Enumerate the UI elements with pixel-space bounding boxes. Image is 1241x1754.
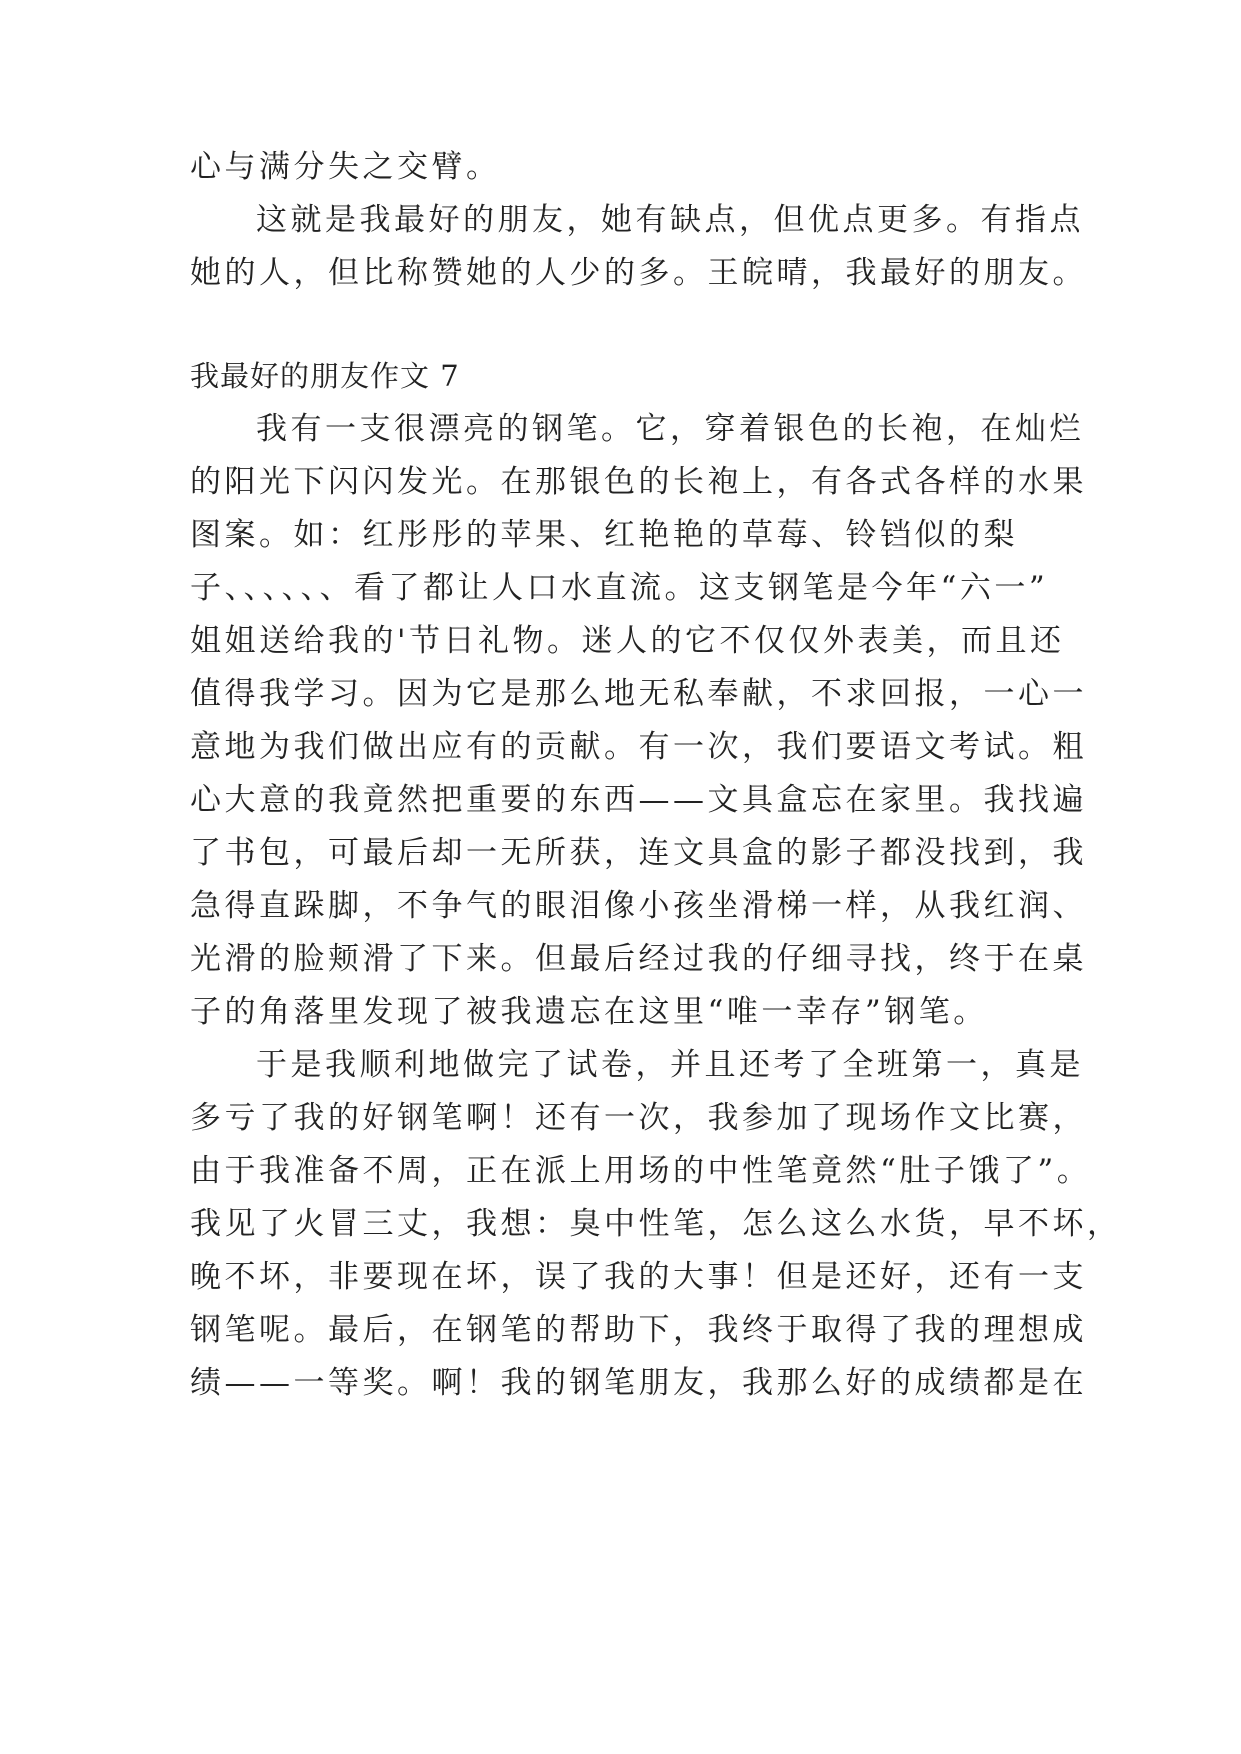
text-line: 的阳光下闪闪发光。在那银色的长袍上，有各式各样的水果 bbox=[190, 464, 1087, 500]
text-line: 心大意的我竟然把重要的东西——文具盒忘在家里。我找遍 bbox=[190, 782, 1087, 818]
text-line: 我见了火冒三丈，我想：臭中性笔，怎么这么水货，早不坏， bbox=[190, 1206, 1122, 1242]
text-line: 姐姐送给我的'节日礼物。迷人的它不仅仅外表美，而且还 bbox=[190, 623, 1065, 659]
text-line: 了书包，可最后却一无所获，连文具盒的影子都没找到，我 bbox=[190, 835, 1087, 871]
text-line: 子、、、、、、看了都让人口水直流。这支钢笔是今年“六一” bbox=[190, 570, 1049, 606]
text-line: 意地为我们做出应有的贡献。有一次，我们要语文考试。粗 bbox=[190, 729, 1087, 765]
text-line: 晚不坏，非要现在坏，误了我的大事！但是还好，还有一支 bbox=[190, 1259, 1087, 1295]
section-title: 我最好的朋友作文 7 bbox=[190, 359, 460, 393]
text-line: 光滑的脸颊滑了下来。但最后经过我的仔细寻找，终于在桌 bbox=[190, 941, 1087, 977]
text-line: 这就是我最好的朋友，她有缺点，但优点更多。有指点 bbox=[256, 202, 1084, 238]
text-line: 图案。如：红彤彤的苹果、红艳艳的草莓、铃铛似的梨 bbox=[190, 517, 1018, 553]
text-line: 钢笔呢。最后，在钢笔的帮助下，我终于取得了我的理想成 bbox=[190, 1312, 1087, 1348]
text-line: 多亏了我的好钢笔啊！还有一次，我参加了现场作文比赛， bbox=[190, 1100, 1087, 1136]
text-line: 心与满分失之交臂。 bbox=[190, 149, 501, 185]
text-line: 急得直跺脚，不争气的眼泪像小孩坐滑梯一样，从我红润、 bbox=[190, 888, 1087, 924]
text-line: 值得我学习。因为它是那么地无私奉献，不求回报，一心一 bbox=[190, 676, 1087, 712]
text-line: 她的人，但比称赞她的人少的多。王皖晴，我最好的朋友。 bbox=[190, 255, 1087, 291]
text-line: 子的角落里发现了被我遗忘在这里“唯一幸存”钢笔。 bbox=[190, 994, 988, 1030]
text-line: 由于我准备不周，正在派上用场的中性笔竟然“肚子饿了”。 bbox=[190, 1153, 1092, 1189]
text-line: 于是我顺利地做完了试卷，并且还考了全班第一，真是 bbox=[256, 1047, 1084, 1083]
text-line: 绩——一等奖。啊！我的钢笔朋友，我那么好的成绩都是在 bbox=[190, 1365, 1087, 1401]
text-line: 我有一支很漂亮的钢笔。它，穿着银色的长袍，在灿烂 bbox=[256, 411, 1084, 447]
